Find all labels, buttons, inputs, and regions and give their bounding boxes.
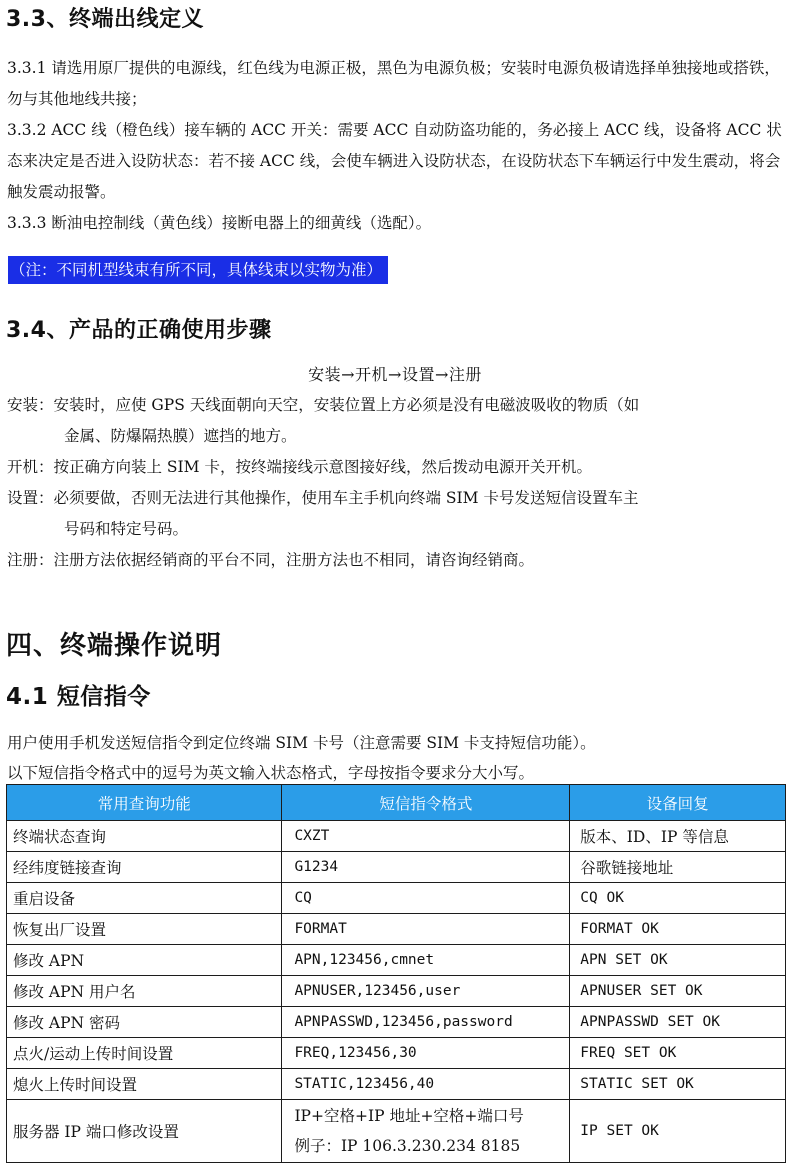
- step-setup-line2: 号码和特定号码。: [64, 520, 189, 538]
- table-header-row: [7, 785, 786, 821]
- table-row: [7, 1069, 786, 1100]
- cell-reply: APNUSER SET OK: [570, 976, 786, 1007]
- header-reply: 设备回复: [570, 785, 786, 821]
- step-install-line2: 金属、防爆隔热膜）遮挡的地方。: [64, 427, 297, 445]
- cell-command: FORMAT: [282, 914, 570, 945]
- sms-intro-line1: 用户使用手机发送短信指令到定位终端 SIM 卡号（注意需要 SIM 卡支持短信功能）。: [7, 734, 596, 752]
- cell-command: APN,123456,cmnet: [282, 945, 570, 976]
- cell-function: 修改 APN 用户名: [7, 976, 282, 1007]
- table-row: [7, 883, 786, 914]
- cell-command: [282, 1100, 570, 1163]
- wiring-note: （注：不同机型线束有所不同，具体线束以实物为准）: [8, 256, 388, 284]
- cell-function: 恢复出厂设置: [7, 914, 282, 945]
- section-4-1-title: 4.1 短信指令: [6, 684, 151, 710]
- cell-reply: FREQ SET OK: [570, 1038, 786, 1069]
- paragraph-3-3-2: 3.3.2 ACC 线（橙色线）接车辆的 ACC 开关：需要 ACC 自动防盗功能的，务必接上 ACC 线，设备将 ACC 状态来决定是否进入设防状态：若不接 ACC 线，会使车辆进入设防状态，在设防状态下车辆运行中发生震动，将会触发震动报警。: [7, 121, 782, 201]
- cell-function: 熄火上传时间设置: [7, 1069, 282, 1100]
- table-row: [7, 976, 786, 1007]
- cell-reply: FORMAT OK: [570, 914, 786, 945]
- table-row: [7, 1038, 786, 1069]
- table-row-server-ip: [7, 1100, 786, 1163]
- cell-command: APNUSER,123456,user: [282, 976, 570, 1007]
- cell-function: 经纬度链接查询: [7, 852, 282, 883]
- usage-steps: [7, 390, 785, 576]
- cell-command: FREQ,123456,30: [282, 1038, 570, 1069]
- paragraph-3-3-1: 3.3.1 请选用原厂提供的电源线，红色线为电源正极，黑色为电源负极；安装时电源负极请选择单独接地或搭铁，勿与其他地线共接；: [7, 59, 780, 108]
- step-power-on: 开机：按正确方向装上 SIM 卡，按终端接线示意图接好线，然后拨动电源开关开机。: [7, 458, 592, 476]
- step-register: 注册：注册方法依据经销商的平台不同，注册方法也不相同，请咨询经销商。: [7, 551, 535, 569]
- cell-reply: APN SET OK: [570, 945, 786, 976]
- cell-command: CXZT: [282, 821, 570, 852]
- cell-command: STATIC,123456,40: [282, 1069, 570, 1100]
- step-install-line1: 安装：安装时，应使 GPS 天线面朝向天空，安装位置上方必须是没有电磁波吸收的物质（如: [7, 396, 640, 414]
- header-command: 短信指令格式: [282, 785, 570, 821]
- cell-function: 服务器 IP 端口修改设置: [7, 1100, 282, 1163]
- paragraph-3-3-3: 3.3.3 断油电控制线（黄色线）接断电器上的细黄线（选配）。: [7, 214, 432, 232]
- table-row: [7, 914, 786, 945]
- table-row: [7, 821, 786, 852]
- cell-reply: 谷歌链接地址: [570, 852, 786, 883]
- cell-command: CQ: [282, 883, 570, 914]
- chapter-4-title: 四、终端操作说明: [6, 631, 223, 661]
- table-row: [7, 945, 786, 976]
- cell-function: 终端状态查询: [7, 821, 282, 852]
- table-row: [7, 1007, 786, 1038]
- header-function: 常用查询功能: [7, 785, 282, 821]
- cell-function: 重启设备: [7, 883, 282, 914]
- cell-command-line1: IP+空格+IP 地址+空格+端口号: [294, 1107, 524, 1125]
- sms-intro-line2: 以下短信指令格式中的逗号为英文输入状态格式，字母按指令要求分大小写。: [7, 764, 535, 782]
- sms-command-table: [6, 784, 786, 1163]
- sms-intro: [7, 728, 785, 788]
- section-3-3-title: 3.3、终端出线定义: [6, 7, 204, 32]
- section-3-3-body: [7, 53, 785, 239]
- cell-function: 修改 APN 密码: [7, 1007, 282, 1038]
- cell-command-line2: 例子：IP 106.3.230.234 8185: [294, 1137, 521, 1155]
- section-3-4-title: 3.4、产品的正确使用步骤: [6, 318, 272, 343]
- cell-reply: IP SET OK: [570, 1100, 786, 1163]
- cell-function: 点火/运动上传时间设置: [7, 1038, 282, 1069]
- cell-reply: CQ OK: [570, 883, 786, 914]
- cell-reply: 版本、ID、IP 等信息: [570, 821, 786, 852]
- cell-reply: APNPASSWD SET OK: [570, 1007, 786, 1038]
- cell-command: APNPASSWD,123456,password: [282, 1007, 570, 1038]
- step-setup-line1: 设置：必须要做，否则无法进行其他操作，使用车主手机向终端 SIM 卡号发送短信设置车主: [7, 489, 639, 507]
- cell-command: G1234: [282, 852, 570, 883]
- cell-reply: STATIC SET OK: [570, 1069, 786, 1100]
- table-row: [7, 852, 786, 883]
- usage-flow: 安装→开机→设置→注册: [308, 365, 482, 384]
- cell-function: 修改 APN: [7, 945, 282, 976]
